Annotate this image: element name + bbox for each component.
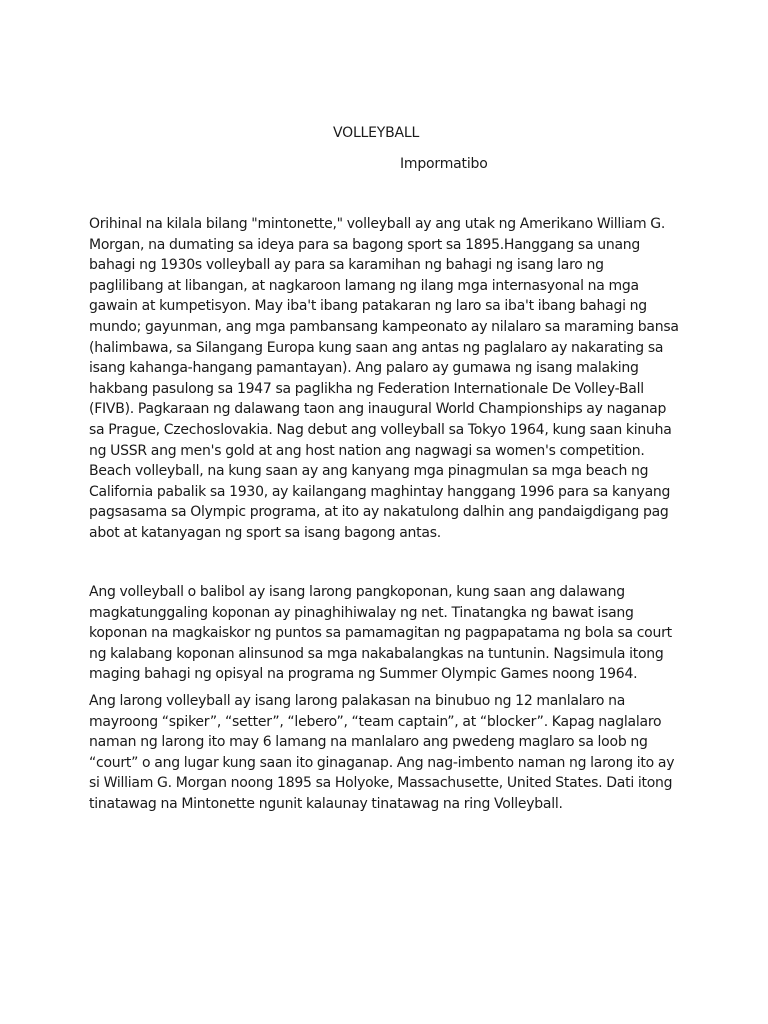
paragraph-history: Orihinal na kilala bilang "mintonette," volleyball ay ang utak ng Amerikano William G. Morgan, na dumating sa ideya para sa bagong sport sa 1895.Hanggang sa unang bahagi ng 1930s volleyball ay para sa karamihan ng bahagi ng isang laro ng paglilibang at libangan, at nagkaroon lamang ng ilang mga internasyonal na mga gawain at kumpetisyon. May iba't ibang patakaran ng laro sa iba't ibang bahagi ng mundo; gayunman, ang mga pambansang kampeonato ay nilalaro sa maraming bansa (halimbawa, sa Silangang Europa kung saan ang antas ng paglalaro ay nakarating sa isang kahanga-hangang pamantayan). Ang palaro ay gumawa ng isang malaking hakbang pasulong sa 1947 sa paglikha ng Federation Internationale De Volley-Ball (FIVB). Pagkaraan ng dalawang taon ang inaugural World Championships ay naganap sa Prague, Czechoslovakia. Nag debut ang volleyball sa Tokyo 1964, kung saan kinuha ng USSR ang men's gold at ang host nation ang nagwagi sa women's competition. Beach volleyball, na kung saan ay ang kanyang mga pinagmulan sa mga beach ng California pabalik sa 1930, ay kailangang maghintay hanggang 1996 para sa kanyang pagsasama sa Olympic programa, at ito ay nakatulong dalhin ang pandaigdigang pag abot at katanyagan ng sport sa isang bagong antas. — [89, 216, 679, 541]
document-subtitle: Impormatibo — [400, 156, 488, 172]
paragraph-players: Ang larong volleyball ay isang larong palakasan na binubuo ng 12 manlalaro na mayroong “spiker”, “setter”, “lebero”, “team captain”, at “blocker”. Kapag naglalaro naman ng larong ito may 6 lamang na manlalaro ang pwedeng maglaro sa loob ng “court” o ang lugar kung saan ito ginaganap. Ang nag-imbento naman ng larong ito ay si William G. Morgan noong 1895 sa Holyoke, Massachusette, United States. Dati itong tinatawag na Mintonette ngunit kalaunay tinatawag na ring Volleyball. — [89, 693, 675, 812]
document-title: VOLLEYBALL — [333, 125, 420, 141]
paragraph-definition: Ang volleyball o balibol ay isang larong pangkoponan, kung saan ang dalawang magkatunggaling koponan ay pinaghihiwalay ng net. Tinatangka ng bawat isang koponan na magkaiskor ng puntos sa pamamagitan ng pagpapatama ng bola sa court ng kalabang koponan alinsunod sa mga nakabalangkas na tuntunin. Nagsimula itong maging bahagi ng opisyal na programa ng Summer Olympic Games noong 1964. — [89, 584, 672, 683]
